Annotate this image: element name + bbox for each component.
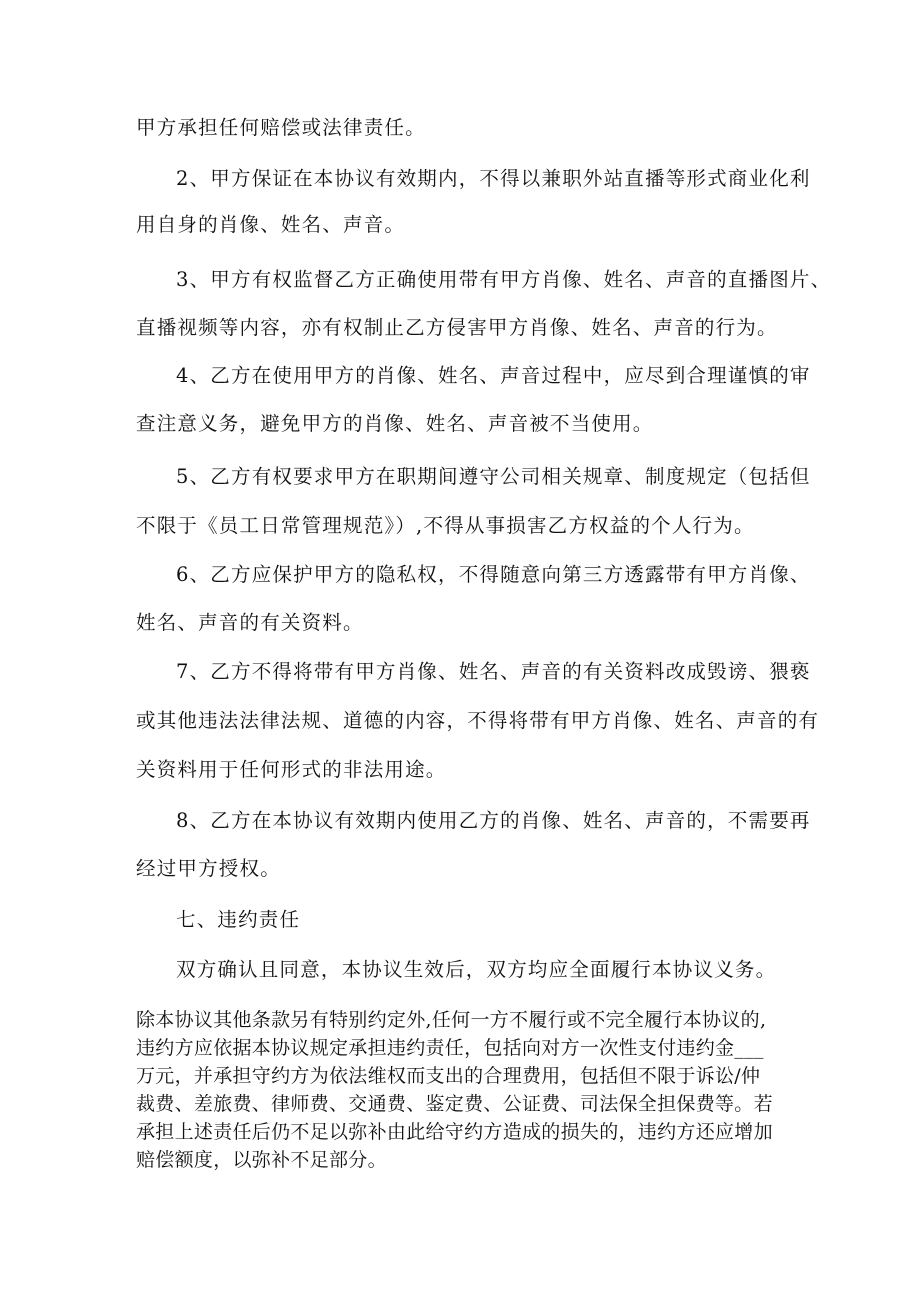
clause-4-line-2: 查注意义务，避免甲方的肖像、姓名、声音被不当使用。 [136,412,654,435]
breach-line-1: 除本协议其他条款另有特别约定外,任何一方不履行或不完全履行本协议的, [136,1009,767,1031]
section-heading: 七、违约责任 [176,908,301,931]
clause-8-line-1: 8、乙方在本协议有效期内使用乙方的肖像、姓名、声音的，不需要再 [176,809,811,832]
clause-3-line-2: 直播视频等内容，亦有权制止乙方侵害甲方肖像、姓名、声音的行为。 [136,316,778,339]
breach-line-3: 万元，并承担守约方为依法维权而支出的合理费用，包括但不限于诉讼/仲 [136,1065,761,1087]
clause-7-line-1: 7、乙方不得将带有甲方肖像、姓名、声音的有关资料改成毁谤、猥亵 [176,660,811,683]
opening-line: 甲方承担任何赔偿或法律责任。 [136,116,426,139]
section-intro: 双方确认且同意，本协议生效后，双方均应全面履行本协议义务。 [176,958,777,981]
clause-6-line-2: 姓名、声音的有关资料。 [136,611,364,634]
clause-6-line-1: 6、乙方应保护甲方的隐私权，不得随意向第三方透露带有甲方肖像、 [176,563,811,586]
breach-line-6: 赔偿额度，以弥补不足部分。 [136,1149,387,1171]
breach-line-4: 裁费、差旅费、律师费、交通费、鉴定费、公证费、司法保全担保费等。若 [136,1093,773,1115]
breach-line-5: 承担上述责任后仍不足以弥补由此给守约方造成的损失的，违约方还应增加 [136,1121,773,1143]
clause-7-line-2: 或其他违法法律法规、道德的内容，不得将带有甲方肖像、姓名、声音的有 [136,709,820,732]
clause-3-line-1: 3、甲方有权监督乙方正确使用带有甲方肖像、姓名、声音的直播图片、 [176,268,832,291]
clause-5-line-1: 5、乙方有权要求甲方在职期间遵守公司相关规章、制度规定（包括但 [176,465,811,488]
clause-8-line-2: 经过甲方授权。 [136,857,281,880]
clause-2-line-1: 2、甲方保证在本协议有效期内，不得以兼职外站直播等形式商业化利 [176,167,811,190]
clause-2-line-2: 用自身的肖像、姓名、声音。 [136,213,406,236]
clause-4-line-1: 4、乙方在使用甲方的肖像、姓名、声音过程中，应尽到合理谨慎的审 [176,364,811,387]
clause-7-line-3: 关资料用于任何形式的非法用途。 [136,758,447,781]
clause-5-line-2: 不限于《员工日常管理规范》）,不得从事损害乙方权益的个人行为。 [136,514,755,537]
breach-line-2: 违约方应依据本协议规定承担违约责任，包括向对方一次性支付违约金___ [136,1037,764,1059]
